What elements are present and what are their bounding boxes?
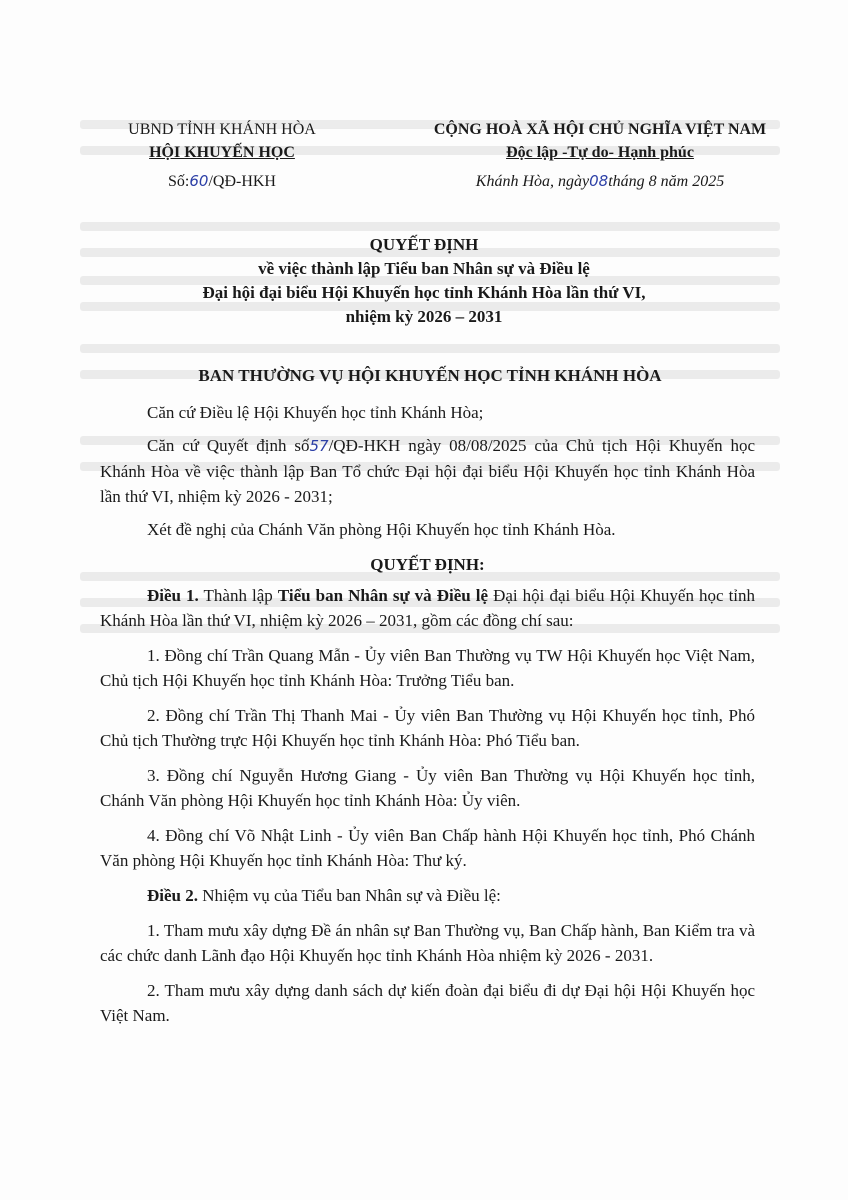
member-1: 1. Đồng chí Trần Quang Mẫn - Ủy viên Ban Thường vụ TW Hội Khuyến học Việt Nam, Chủ tịch Hội Khuyến học tỉnh Khánh Hòa: Trưởng Tiểu ban. bbox=[100, 646, 755, 690]
handwritten-number: 60 bbox=[189, 172, 209, 190]
article-2: Điều 2. Nhiệm vụ của Tiểu ban Nhân sự và Điều lệ: bbox=[147, 886, 501, 905]
title-sub-2: Đại hội đại biểu Hội Khuyến học tỉnh Khánh Hòa lần thứ VI, bbox=[202, 283, 646, 302]
document-number: Số:60/QĐ-HKH bbox=[168, 172, 276, 190]
task-2: 2. Tham mưu xây dựng danh sách dự kiến đoàn đại biểu đi dự Đại hội Hội Khuyến học Việt Nam. bbox=[100, 981, 755, 1025]
basis-2: Căn cứ Quyết định số57/QĐ-HKH ngày 08/08/2025 của Chủ tịch Hội Khuyến học Khánh Hòa về việc thành lập Ban Tổ chức Đại hội đại biểu Hội Khuyến học tỉnh Khánh Hòa lần thứ VI, nhiệm kỳ 2026 - 2031; bbox=[100, 436, 755, 506]
country-name: CỘNG HOÀ XÃ HỘI CHỦ NGHĨA VIỆT NAM bbox=[433, 121, 767, 138]
handwritten-decision-number: 57 bbox=[309, 437, 329, 455]
basis-1: Căn cứ Điều lệ Hội Khuyến học tỉnh Khánh Hòa; bbox=[147, 403, 484, 422]
title-sub-3: nhiệm kỳ 2026 – 2031 bbox=[345, 307, 503, 326]
national-motto: Độc lập -Tự do- Hạnh phúc bbox=[506, 144, 694, 161]
member-4: 4. Đồng chí Võ Nhật Linh - Ủy viên Ban Chấp hành Hội Khuyến học tỉnh, Phó Chánh Văn phòng Hội Khuyến học tỉnh Khánh Hòa: Thư ký. bbox=[100, 826, 755, 870]
title-sub-1: về việc thành lập Tiểu ban Nhân sự và Điều lệ bbox=[258, 259, 590, 278]
title-main: QUYẾT ĐỊNH bbox=[369, 235, 479, 254]
article-1: Điều 1. Thành lập Tiểu ban Nhân sự và Điều lệ Đại hội đại biểu Hội Khuyến học tỉnh Khánh Hòa lần thứ VI, nhiệm kỳ 2026 – 2031, gồm các đồng chí sau: bbox=[100, 586, 756, 630]
document-body bbox=[100, 400, 755, 1038]
basis-3: Xét đề nghị của Chánh Văn phòng Hội Khuyến học tỉnh Khánh Hòa. bbox=[147, 520, 616, 539]
decision-title bbox=[140, 233, 708, 329]
task-1: 1. Tham mưu xây dựng Đề án nhân sự Ban Thường vụ, Ban Chấp hành, Ban Kiểm tra và các chức danh Lãnh đạo Hội Khuyến học tỉnh Khánh Hòa nhiệm kỳ 2026 - 2031. bbox=[100, 921, 755, 965]
header-left bbox=[92, 118, 352, 193]
issue-date: Khánh Hòa, ngày08tháng 8 năm 2025 bbox=[475, 172, 725, 190]
issuing-body: BAN THƯỜNG VỤ HỘI KHUYẾN HỌC TỈNH KHÁNH HÒA bbox=[198, 366, 662, 385]
handwritten-day: 08 bbox=[589, 172, 609, 190]
decision-heading: QUYẾT ĐỊNH: bbox=[370, 555, 485, 574]
member-3: 3. Đồng chí Nguyễn Hương Giang - Ủy viên Ban Thường vụ Hội Khuyến học tỉnh, Chánh Văn phòng Hội Khuyến học tỉnh Khánh Hòa: Ủy viên. bbox=[100, 766, 755, 810]
agency-name: UBND TỈNH KHÁNH HÒA bbox=[128, 121, 316, 138]
org-name: HỘI KHUYẾN HỌC bbox=[149, 144, 295, 161]
member-2: 2. Đồng chí Trần Thị Thanh Mai - Ủy viên Ban Thường vụ Hội Khuyến học tỉnh, Phó Chủ tịch Thường trực Hội Khuyến học tỉnh Khánh Hòa: Phó Tiểu ban. bbox=[100, 706, 755, 750]
header-right bbox=[420, 118, 780, 193]
